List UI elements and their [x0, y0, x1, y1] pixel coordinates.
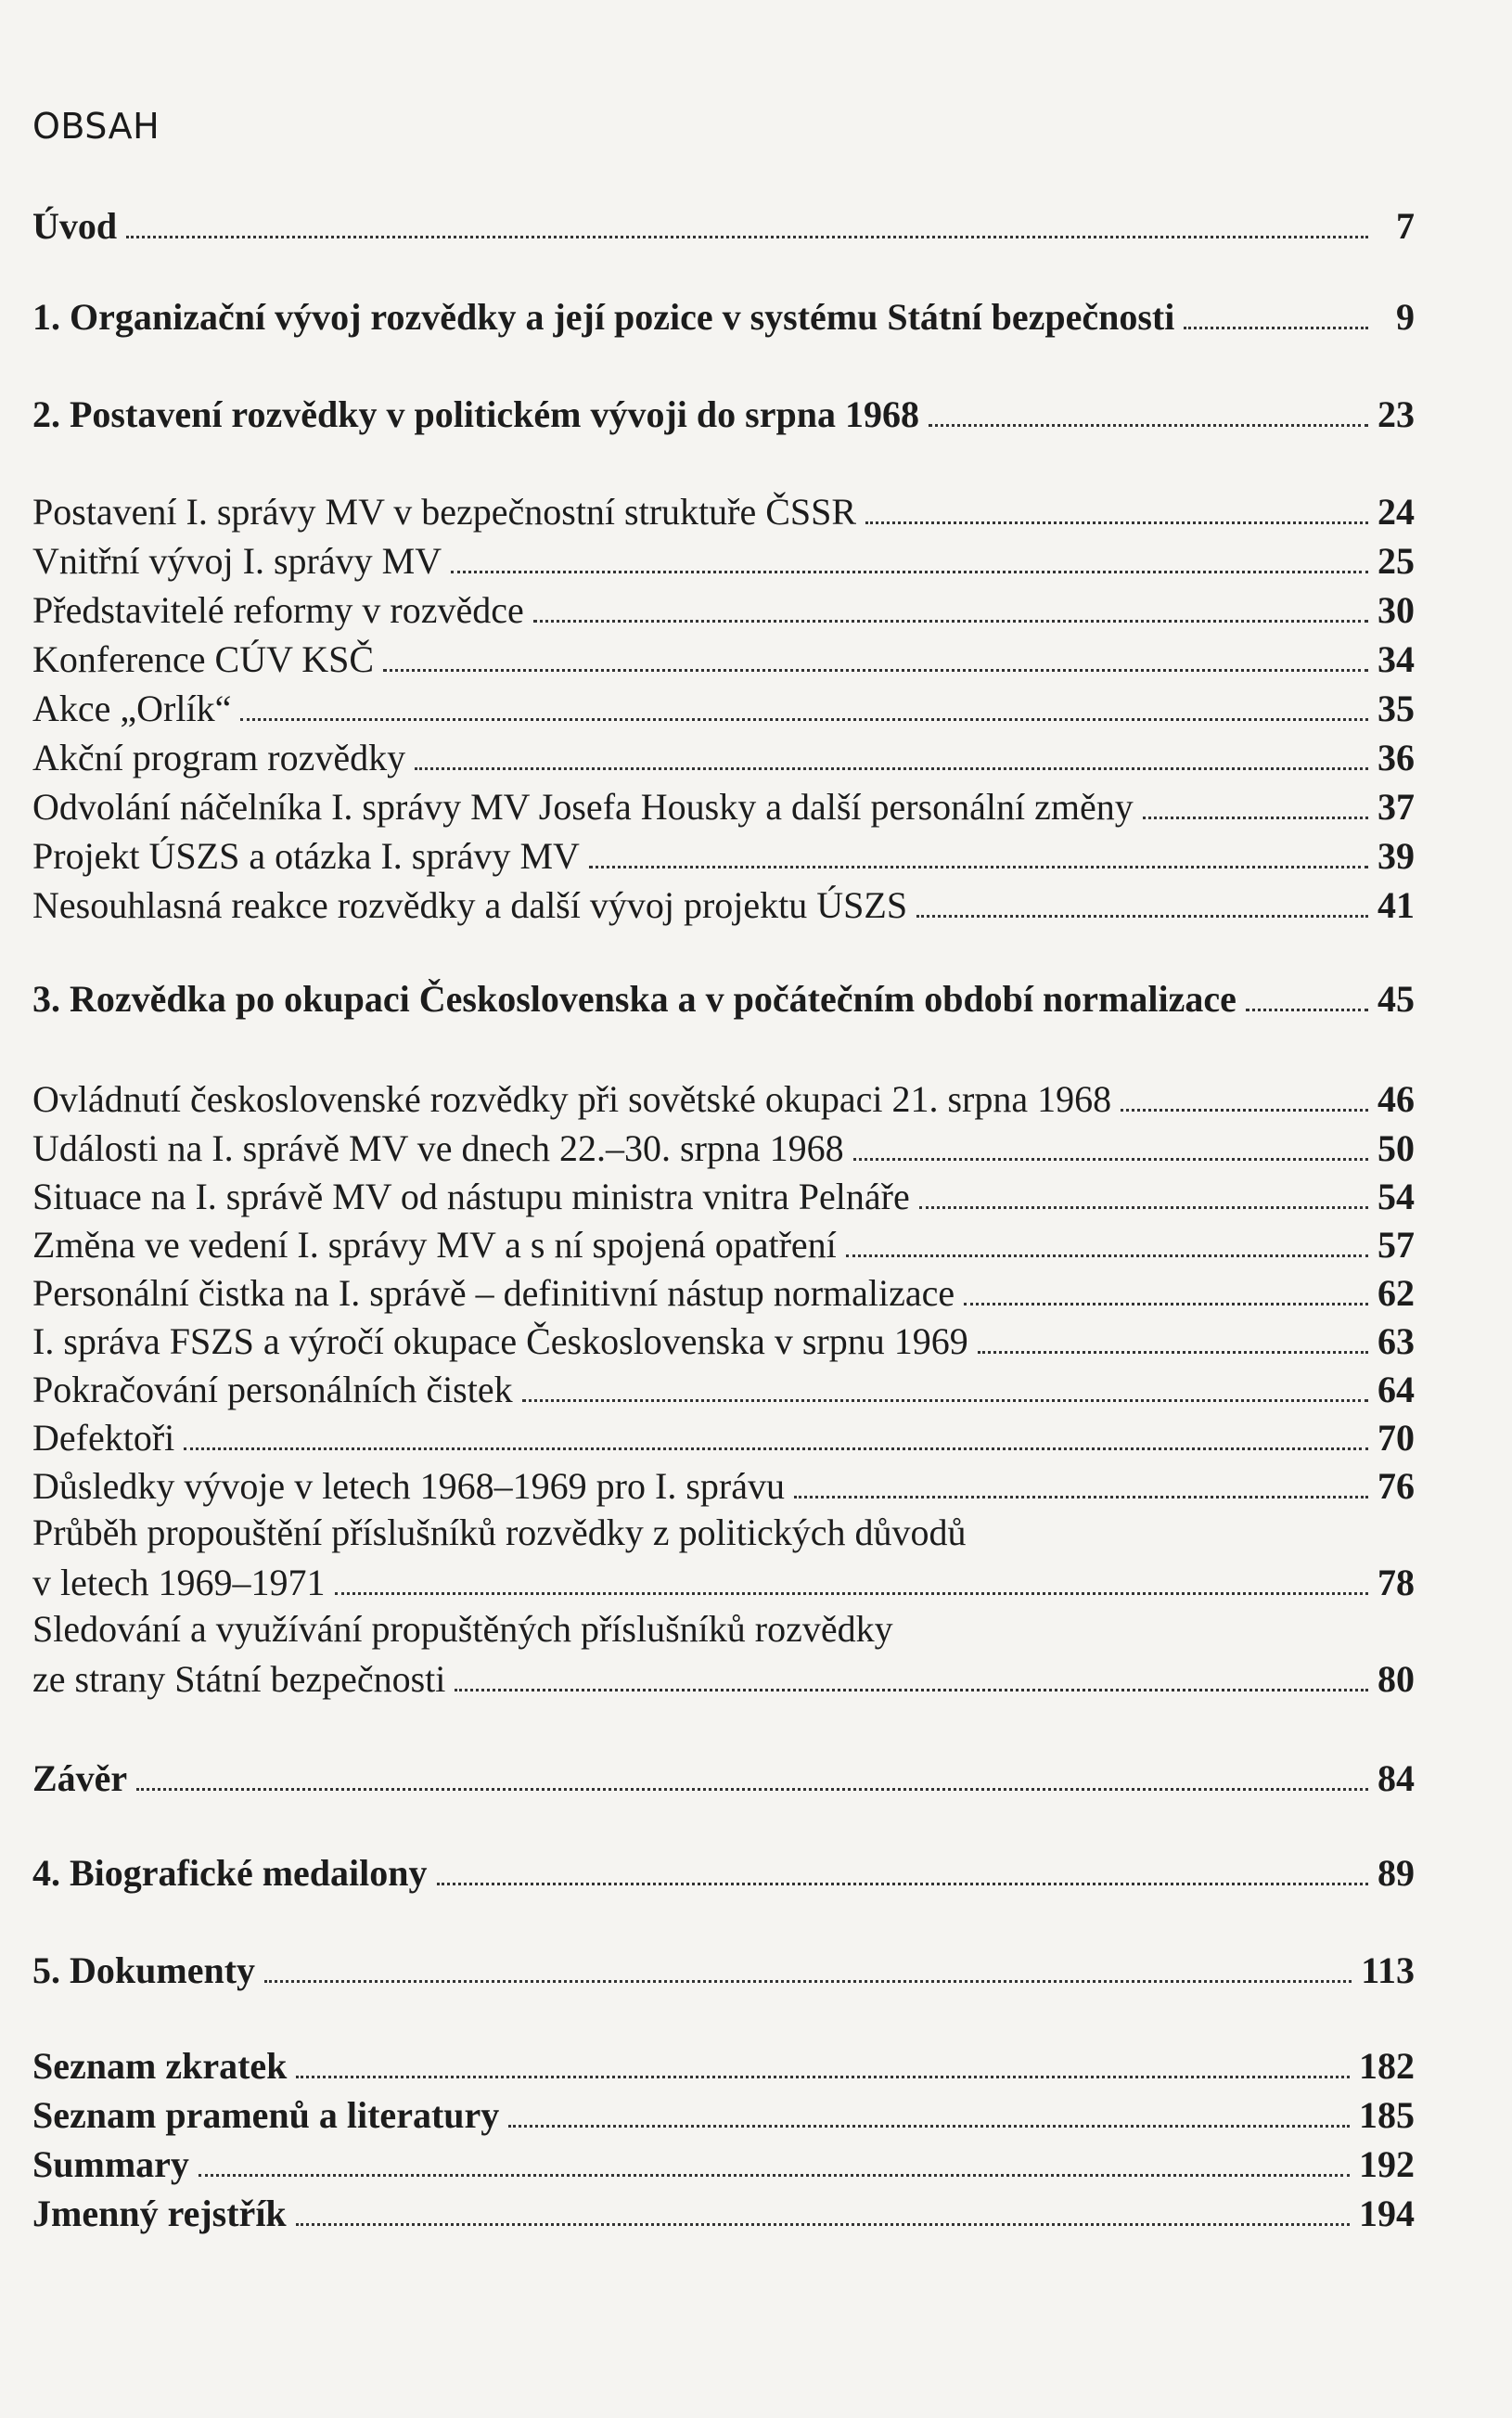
toc-entry-page: 39 [1377, 835, 1415, 877]
toc-entry-page: 64 [1377, 1369, 1415, 1410]
toc-entry-sub[interactable] [32, 1563, 1415, 1603]
toc-entry-page: 62 [1377, 1272, 1415, 1314]
toc-entry-sub[interactable] [32, 639, 1415, 680]
toc-entry-sub[interactable] [32, 885, 1415, 926]
toc-entry-page: 7 [1396, 205, 1415, 247]
toc-entry-label: v letech 1969–1971 [32, 1562, 326, 1603]
toc-entry-page: 41 [1377, 884, 1415, 926]
toc-entry-page: 30 [1377, 589, 1415, 631]
toc-entry-sub[interactable] [32, 590, 1415, 631]
dot-leader [335, 1592, 1369, 1595]
toc-entry-label: Úvod [32, 205, 118, 247]
dot-leader [1246, 1009, 1368, 1011]
toc-entry-sub[interactable] [32, 1079, 1415, 1120]
dot-leader [533, 620, 1368, 623]
dot-leader [126, 236, 1368, 238]
toc-entry-label: Summary [32, 2143, 189, 2185]
dot-leader [508, 2125, 1350, 2128]
toc-entry-label: Personální čistka na I. správě – definitivní nástup normalizace [32, 1272, 955, 1314]
toc-entry-chapter-1[interactable] [32, 297, 1415, 338]
toc-entry-label: 4. Biografické medailony [32, 1852, 428, 1894]
dot-leader [916, 915, 1368, 918]
dot-leader [964, 1303, 1368, 1305]
toc-entry-label: 3. Rozvědka po okupaci Československa a v počátečním období normalizace [32, 978, 1237, 1020]
toc-entry-sub[interactable] [32, 492, 1415, 533]
toc-entry-sub[interactable] [32, 1659, 1415, 1700]
toc-entry-label: Projekt ÚSZS a otázka I. správy MV [32, 835, 580, 877]
toc-entry-label: Závěr [32, 1757, 128, 1799]
toc-entry-page: 185 [1359, 2094, 1415, 2136]
toc-entry-label: 2. Postavení rozvědky v politickém vývoji do srpna 1968 [32, 393, 919, 435]
toc-entry-page: 23 [1377, 393, 1415, 435]
dot-leader [1121, 1109, 1368, 1112]
toc-entry-page: 50 [1377, 1127, 1415, 1169]
toc-entry-sub[interactable] [32, 1418, 1415, 1459]
toc-entry-label: Odvolání náčelníka I. správy MV Josefa Housky a další personální změny [32, 786, 1134, 828]
toc-entry-label: ze strany Státní bezpečnosti [32, 1658, 446, 1700]
dot-leader [264, 1980, 1352, 1983]
toc-entry-page: 46 [1377, 1078, 1415, 1120]
toc-entry-page: 45 [1377, 978, 1415, 1020]
dot-leader [455, 1689, 1368, 1691]
dot-leader [451, 571, 1368, 573]
toc-entry-label: 5. Dokumenty [32, 1949, 256, 1991]
toc-entry-page: 24 [1377, 491, 1415, 533]
dot-leader [383, 669, 1368, 672]
toc-entry-label: Akční program rozvědky [32, 737, 406, 778]
toc-entry-page: 36 [1377, 737, 1415, 778]
toc-entry-label: Jmenný rejstřík [32, 2193, 287, 2234]
toc-entry-page: 35 [1377, 688, 1415, 729]
toc-entry-page: 25 [1377, 540, 1415, 582]
toc-entry-label: Důsledky vývoje v letech 1968–1969 pro I. správu [32, 1465, 785, 1507]
toc-entry-label: I. správa FSZS a výročí okupace Československa v srpnu 1969 [32, 1320, 968, 1362]
page-title: OBSAH [32, 106, 160, 147]
toc-entry-page: 182 [1359, 2045, 1415, 2087]
dot-leader [240, 718, 1368, 721]
toc-entry-page: 194 [1359, 2193, 1415, 2234]
toc-entry-page: 9 [1396, 296, 1415, 338]
toc-entry-label: Seznam zkratek [32, 2045, 288, 2087]
toc-entry-page: 89 [1377, 1852, 1415, 1894]
toc-entry-sub[interactable] [32, 1225, 1415, 1266]
toc-entry-page: 113 [1361, 1949, 1415, 1991]
dot-leader [794, 1496, 1368, 1498]
dot-leader [184, 1447, 1368, 1450]
toc-entry-sub[interactable] [32, 738, 1415, 778]
toc-entry-sub-first-line[interactable]: Sledování a využívání propuštěných příslušníků rozvědky [32, 1608, 893, 1650]
toc-entry-label: Představitelé reformy v rozvědce [32, 589, 524, 631]
toc-entry-sub[interactable] [32, 541, 1415, 582]
toc-entry-page: 34 [1377, 638, 1415, 680]
toc-entry-page: 192 [1359, 2143, 1415, 2185]
toc-entry-page: 84 [1377, 1757, 1415, 1799]
toc-entry-label: Vnitřní vývoj I. správy MV [32, 540, 442, 582]
toc-entry-sources[interactable] [32, 2095, 1415, 2136]
toc-entry-sub[interactable] [32, 1370, 1415, 1410]
dot-leader [437, 1883, 1368, 1885]
toc-entry-chapter-5[interactable] [32, 1950, 1415, 1991]
dot-leader [853, 1158, 1368, 1161]
toc-entry-label: Konference CÚV KSČ [32, 638, 375, 680]
toc-entry-chapter-2[interactable] [32, 394, 1415, 435]
toc-entry-label: Pokračování personálních čistek [32, 1369, 513, 1410]
toc-entry-label: Seznam pramenů a literatury [32, 2094, 500, 2136]
toc-entry-label: Události na I. správě MV ve dnech 22.–30. srpna 1968 [32, 1127, 844, 1169]
toc-entry-label: Akce „Orlík“ [32, 688, 232, 729]
toc-entry-page: 57 [1377, 1224, 1415, 1266]
dot-leader [1143, 817, 1368, 819]
toc-entry-label: Situace na I. správě MV od nástupu ministra vnitra Pelnáře [32, 1176, 910, 1217]
dot-leader [1184, 327, 1368, 329]
dot-leader [846, 1254, 1368, 1257]
dot-leader [296, 2223, 1350, 2226]
toc-entry-sub-first-line[interactable]: Průběh propouštění příslušníků rozvědky z politických důvodů [32, 1511, 967, 1553]
toc-entry-page: 78 [1377, 1562, 1415, 1603]
toc-entry-label: 1. Organizační vývoj rozvědky a její pozice v systému Státní bezpečnosti [32, 296, 1175, 338]
toc-entry-page: 70 [1377, 1417, 1415, 1459]
dot-leader [522, 1399, 1368, 1402]
toc-entry-sub[interactable] [32, 688, 1415, 729]
toc-entry-page: 63 [1377, 1320, 1415, 1362]
toc-entry-sub[interactable] [32, 1273, 1415, 1314]
toc-entry-sub[interactable] [32, 1466, 1415, 1507]
dot-leader [199, 2174, 1350, 2177]
toc-entry-page: 80 [1377, 1658, 1415, 1700]
dot-leader [296, 2076, 1350, 2078]
toc-entry-page: 54 [1377, 1176, 1415, 1217]
dot-leader [865, 521, 1368, 524]
toc-entry-sub[interactable] [32, 787, 1415, 828]
toc-entry-summary[interactable] [32, 2144, 1415, 2185]
toc-entry-page: 76 [1377, 1465, 1415, 1507]
toc-entry-sub[interactable] [32, 1321, 1415, 1362]
toc-entry-label: Ovládnutí československé rozvědky při sovětské okupaci 21. srpna 1968 [32, 1078, 1112, 1120]
toc-entry-chapter-3[interactable] [32, 979, 1415, 1020]
toc-entry-label: Změna ve vedení I. správy MV a s ní spojená opatření [32, 1224, 837, 1266]
dot-leader [929, 424, 1368, 427]
toc-entry-conclusion[interactable] [32, 1758, 1415, 1799]
dot-leader [136, 1788, 1368, 1791]
toc-entry-label: Postavení I. správy MV v bezpečnostní struktuře ČSSR [32, 491, 857, 533]
dot-leader [589, 866, 1368, 868]
toc-entry-sub[interactable] [32, 1128, 1415, 1169]
toc-entry-label: Nesouhlasná reakce rozvědky a další vývoj projektu ÚSZS [32, 884, 908, 926]
toc-entry-page: 37 [1377, 786, 1415, 828]
toc-entry-label: Defektoři [32, 1417, 175, 1459]
dot-leader [415, 767, 1368, 770]
toc-entry-sub[interactable] [32, 836, 1415, 877]
toc-entry-abbreviations[interactable] [32, 2046, 1415, 2087]
toc-entry-name-index[interactable] [32, 2193, 1415, 2234]
toc-entry-intro[interactable] [32, 206, 1415, 247]
toc-entry-sub[interactable] [32, 1177, 1415, 1217]
dot-leader [978, 1351, 1368, 1354]
dot-leader [919, 1206, 1368, 1209]
toc-entry-chapter-4[interactable] [32, 1853, 1415, 1894]
